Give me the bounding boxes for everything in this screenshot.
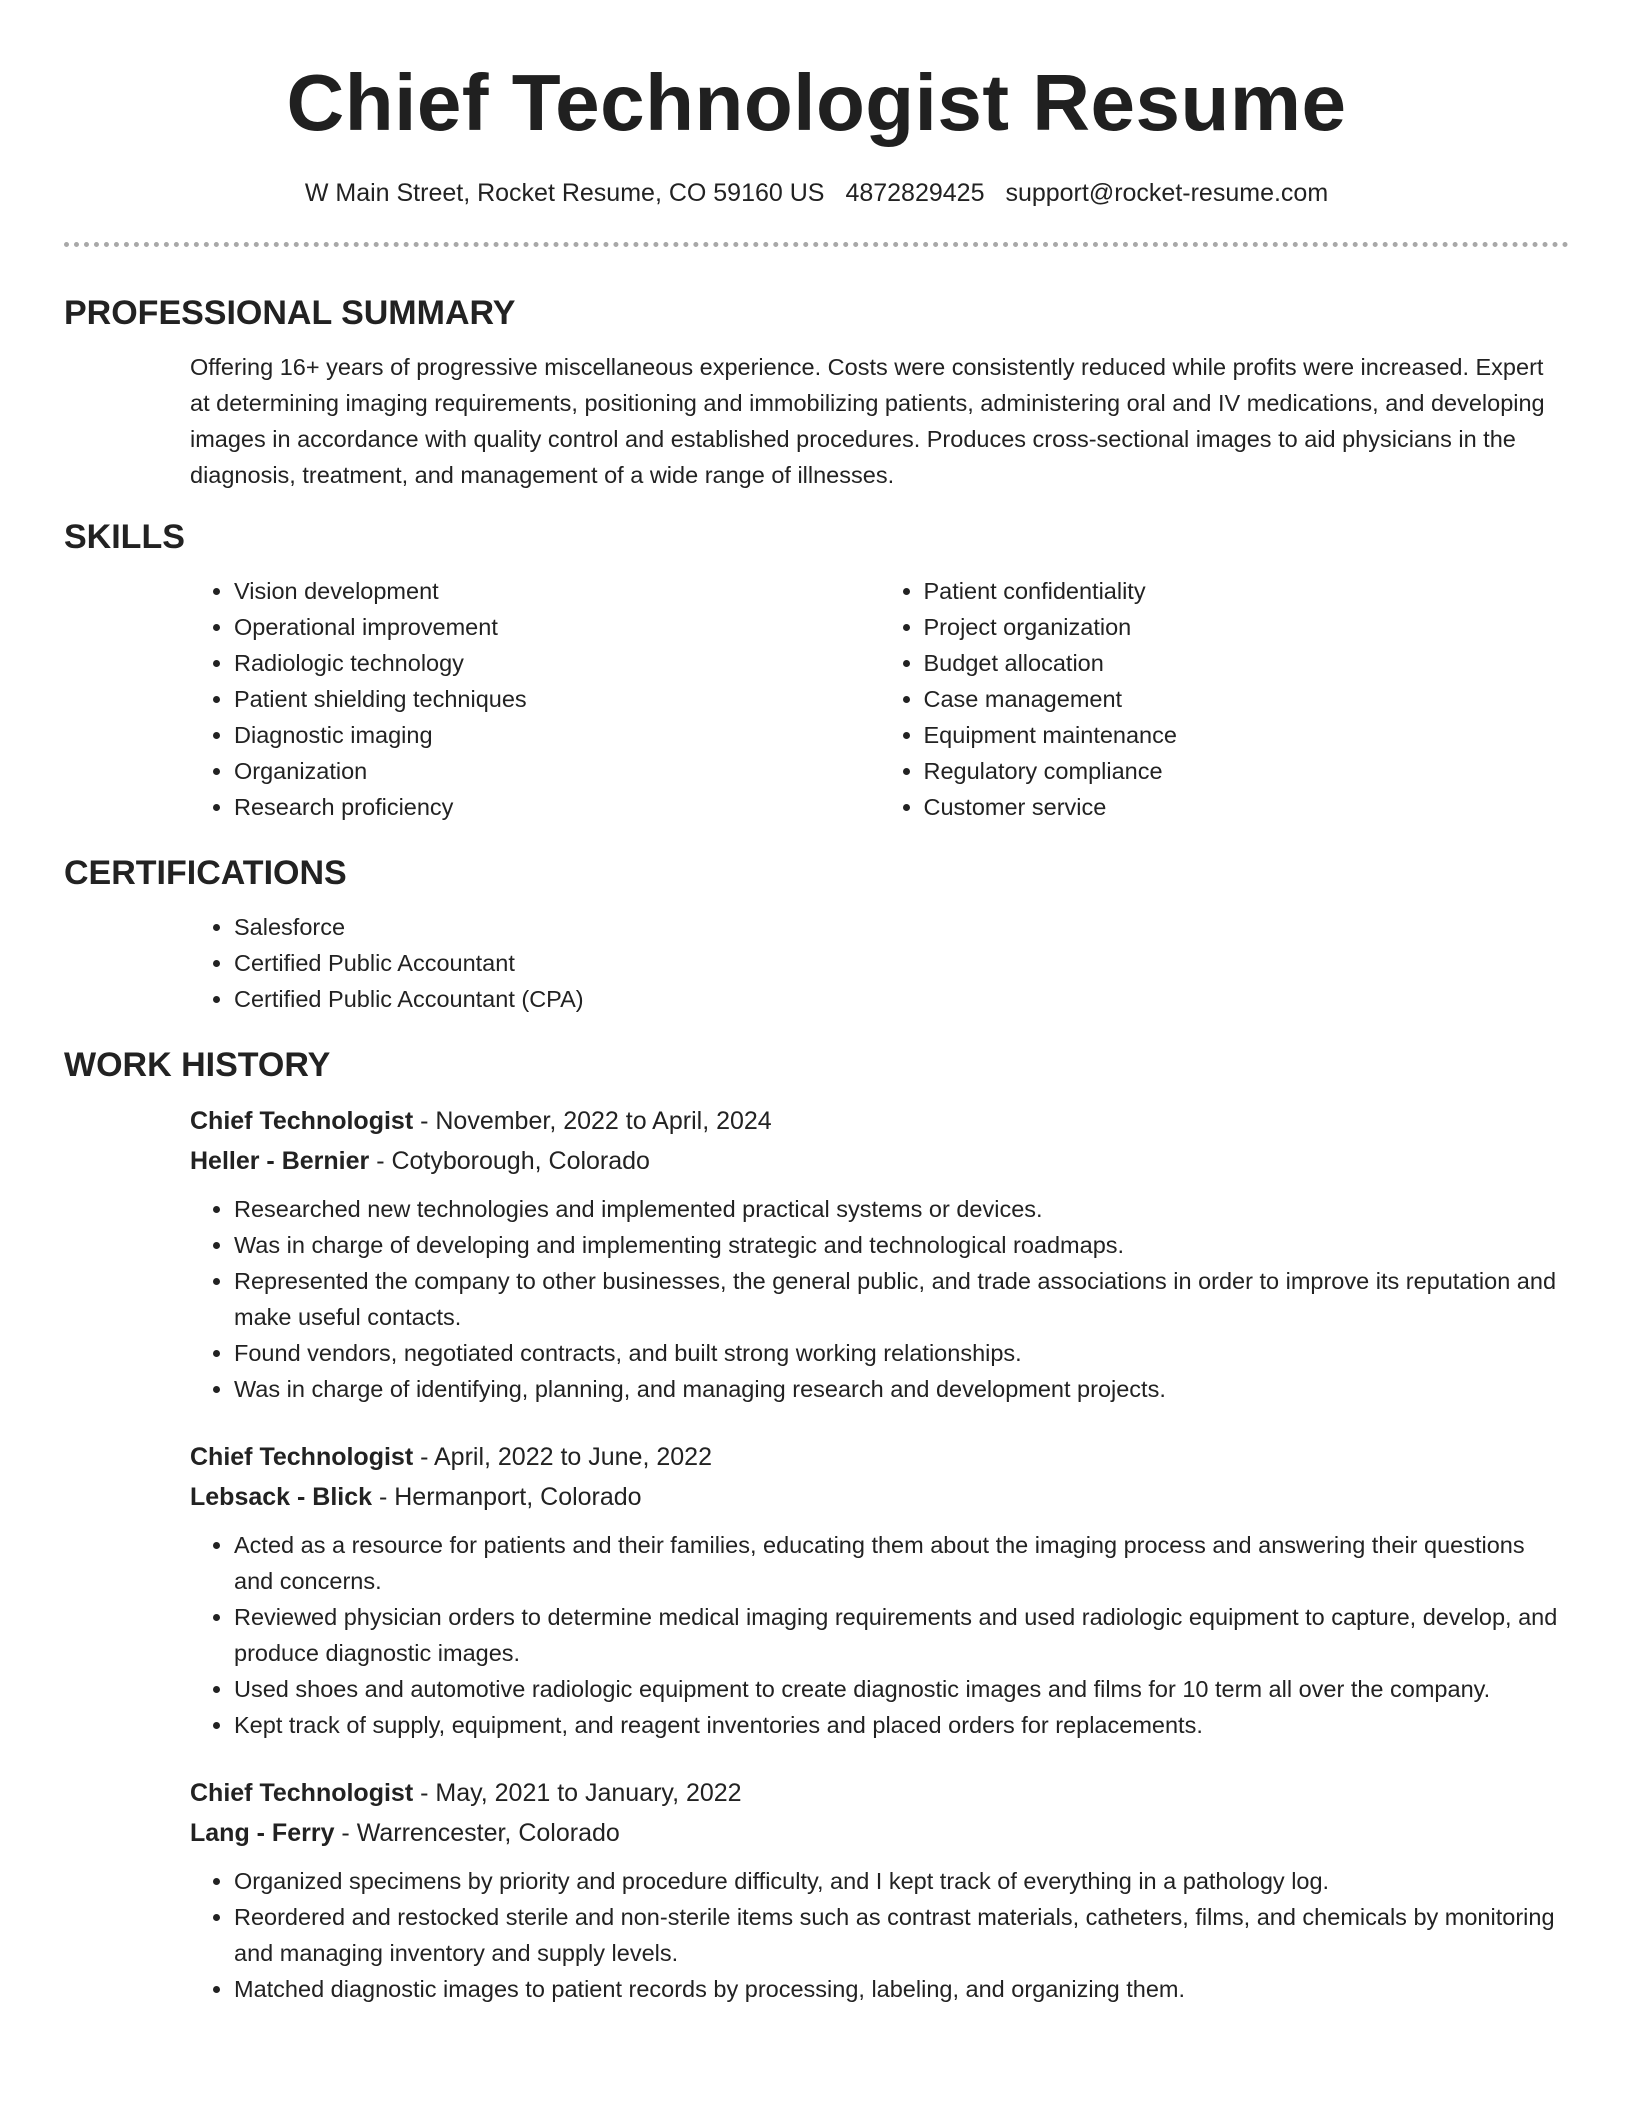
resume-title: Chief Technologist Resume: [286, 58, 1347, 147]
job-bullet: • Acted as a resource for patients and their families, educating them about the imaging process and answering their questions and concerns.: [234, 1527, 1569, 1599]
skill-item: • Case management: [924, 681, 1570, 717]
job-location: - Cotyborough, Colorado: [369, 1147, 650, 1175]
job-title-line: [190, 1437, 1569, 1477]
skill-item: • Equipment maintenance: [924, 717, 1570, 753]
job-title: Chief Technologist: [190, 1779, 414, 1807]
skill-item: • Operational improvement: [234, 609, 880, 645]
certification-item: • Certified Public Accountant: [234, 945, 1569, 981]
job-location: - Warrencester, Colorado: [334, 1819, 620, 1847]
certifications-list: [190, 909, 1569, 1017]
skill-item: • Diagnostic imaging: [234, 717, 880, 753]
skill-item: • Regulatory compliance: [924, 753, 1570, 789]
job-bullet: • Was in charge of identifying, planning, and managing research and development projects.: [234, 1371, 1569, 1407]
summary-text: Offering 16+ years of progressive miscellaneous experience. Costs were consistently reduced while profits were increased. Expert at determining imaging requirements, positioning and immobilizing patients, administering oral and IV medications, and developing images in accordance with quality control and established procedures. Produces cross-sectional images to aid physicians in the diagnosis, treatment, and management of a wide range of illnesses.: [190, 354, 1545, 488]
job-bullet: • Organized specimens by priority and procedure difficulty, and I kept track of everything in a pathology log.: [234, 1863, 1569, 1899]
summary-heading: PROFESSIONAL SUMMARY: [64, 294, 516, 332]
job-company-line: [190, 1141, 1569, 1181]
job-company: Lebsack - Blick: [190, 1483, 373, 1511]
job-company: Heller - Bernier: [190, 1147, 370, 1175]
skill-item: • Customer service: [924, 789, 1570, 825]
job-entry: [190, 1101, 1569, 1407]
job-location: - Hermanport, Colorado: [372, 1483, 642, 1511]
skill-item: • Radiologic technology: [234, 645, 880, 681]
job-bullet: • Researched new technologies and implemented practical systems or devices.: [234, 1191, 1569, 1227]
job-bullet: • Reordered and restocked sterile and non-sterile items such as contrast materials, catheters, films, and chemicals by monitoring and managing inventory and supply levels.: [234, 1899, 1569, 1971]
skill-item: • Patient shielding techniques: [234, 681, 880, 717]
job-bullets: [190, 1863, 1569, 2007]
skill-item: • Patient confidentiality: [924, 573, 1570, 609]
job-title: Chief Technologist: [190, 1107, 414, 1135]
job-company-line: [190, 1477, 1569, 1517]
job-dates: - November, 2022 to April, 2024: [413, 1107, 772, 1135]
job-company-line: [190, 1813, 1569, 1853]
resume-page: [64, 0, 1569, 2007]
header-divider: [64, 242, 1569, 247]
skill-item: • Project organization: [924, 609, 1570, 645]
skills-list-left: [190, 573, 880, 825]
job-title-line: [190, 1773, 1569, 1813]
job-bullet: • Kept track of supply, equipment, and reagent inventories and placed orders for replacements.: [234, 1707, 1569, 1743]
job-dates: - April, 2022 to June, 2022: [413, 1443, 712, 1471]
phone: 4872829425: [845, 179, 985, 207]
skills-section: [64, 515, 1569, 825]
job-entry: [190, 1437, 1569, 1743]
job-bullet: • Was in charge of developing and implementing strategic and technological roadmaps.: [234, 1227, 1569, 1263]
job-dates: - May, 2021 to January, 2022: [413, 1779, 742, 1807]
job-entry: [190, 1773, 1569, 2007]
skill-item: • Vision development: [234, 573, 880, 609]
job-bullet: • Found vendors, negotiated contracts, and built strong working relationships.: [234, 1335, 1569, 1371]
skills-list-right: [880, 573, 1570, 825]
job-bullet: • Used shoes and automotive radiologic equipment to create diagnostic images and films for 10 term all over the company.: [234, 1671, 1569, 1707]
job-bullets: [190, 1191, 1569, 1407]
certifications-section: [64, 851, 1569, 1017]
certification-item: • Certified Public Accountant (CPA): [234, 981, 1569, 1017]
work-history-heading: WORK HISTORY: [64, 1046, 331, 1084]
certification-item: • Salesforce: [234, 909, 1569, 945]
job-company: Lang - Ferry: [190, 1819, 335, 1847]
summary-section: [64, 291, 1569, 493]
job-bullet: • Matched diagnostic images to patient records by processing, labeling, and organizing them.: [234, 1971, 1569, 2007]
job-bullet: • Reviewed physician orders to determine medical imaging requirements and used radiologic equipment to capture, develop, and produce diagnostic images.: [234, 1599, 1569, 1671]
skill-item: • Organization: [234, 753, 880, 789]
job-bullets: [190, 1527, 1569, 1743]
job-bullet: • Represented the company to other businesses, the general public, and trade associations in order to improve its reputation and make useful contacts.: [234, 1263, 1569, 1335]
job-title-line: [190, 1101, 1569, 1141]
address: W Main Street, Rocket Resume, CO 59160 US: [304, 179, 825, 207]
certifications-heading: CERTIFICATIONS: [64, 854, 347, 892]
skill-item: • Research proficiency: [234, 789, 880, 825]
skill-item: • Budget allocation: [924, 645, 1570, 681]
job-title: Chief Technologist: [190, 1443, 414, 1471]
skills-heading: SKILLS: [64, 518, 185, 556]
work-history-section: [64, 1043, 1569, 2007]
email: support@rocket-resume.com: [1005, 179, 1329, 207]
contact-line: [64, 177, 1569, 209]
